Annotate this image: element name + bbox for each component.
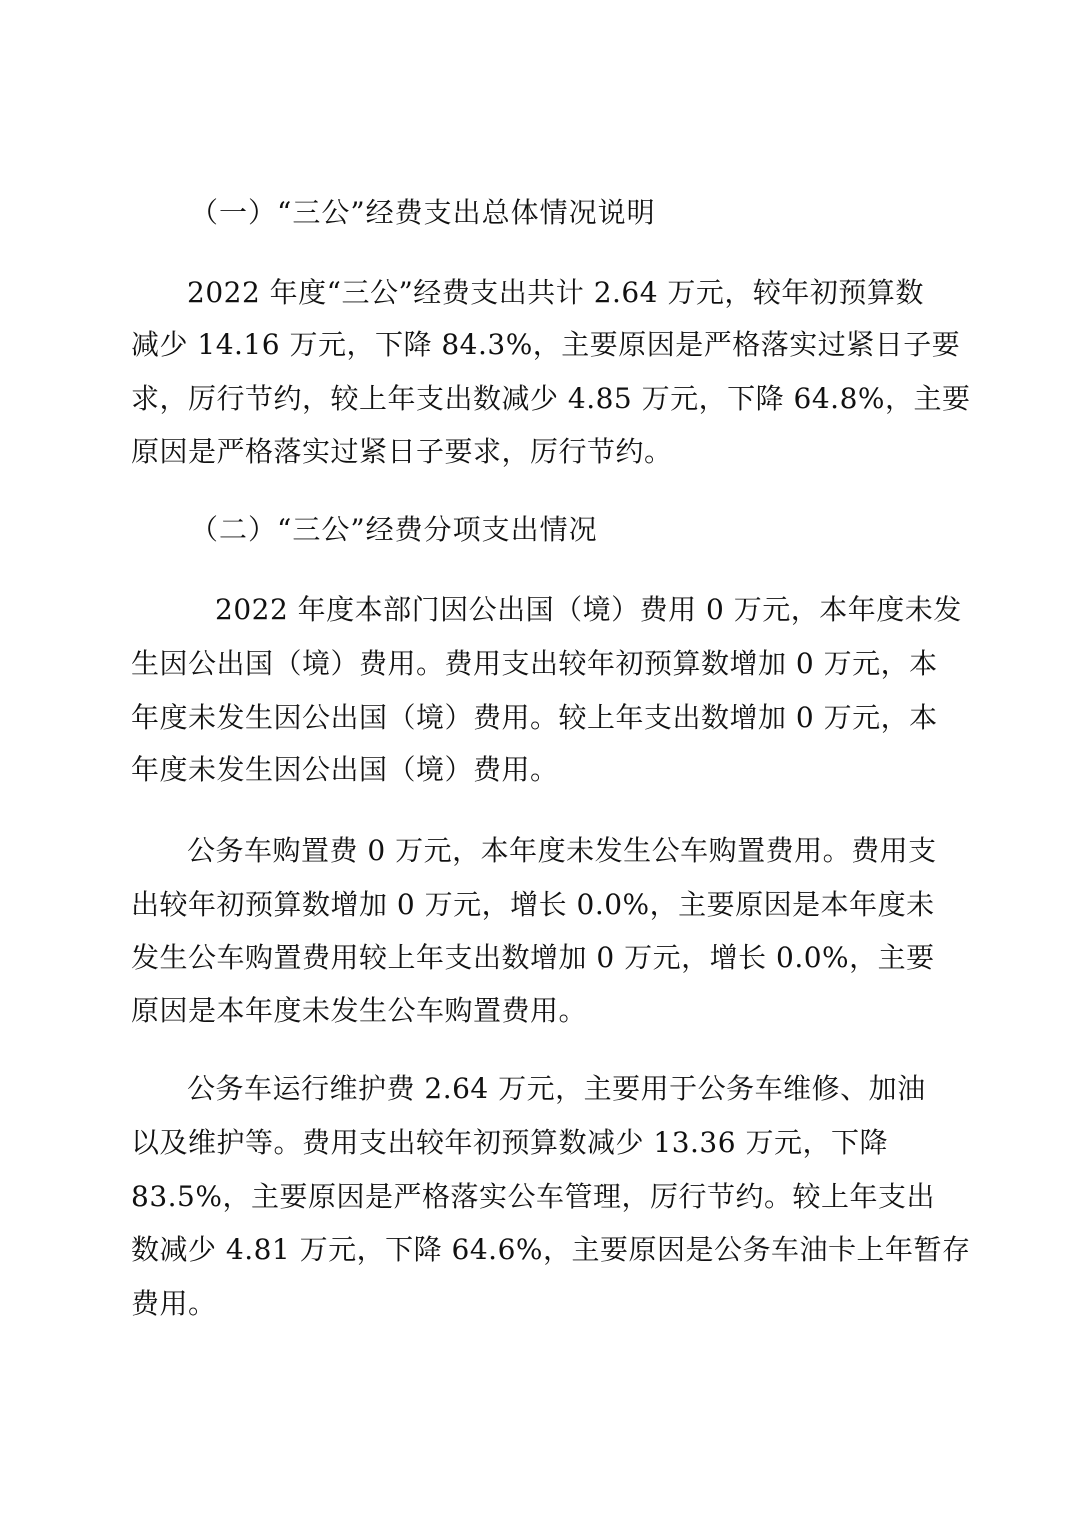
section-2-heading: （二）“三公”经费分项支出情况 <box>190 513 598 546</box>
para-travel-line-4: 年度未发生因公出国（境）费用。 <box>131 753 559 786</box>
para-vehicle-purchase-line-3: 发生公车购置费用较上年支出数增加 0 万元，增长 0.0%，主要 <box>131 941 935 974</box>
section-1-line-3: 求，厉行节约，较上年支出数减少 4.85 万元，下降 64.8%，主要 <box>131 382 971 415</box>
para-vehicle-maintenance-line-4: 数减少 4.81 万元，下降 64.6%，主要原因是公务车油卡上年暂存 <box>131 1233 971 1266</box>
section-1-heading: （一）“三公”经费支出总体情况说明 <box>190 196 656 229</box>
para-vehicle-maintenance-line-1: 公务车运行维护费 2.64 万元，主要用于公务车维修、加油 <box>187 1072 926 1105</box>
para-vehicle-purchase-line-4: 原因是本年度未发生公车购置费用。 <box>131 994 588 1027</box>
para-vehicle-maintenance-line-2: 以及维护等。费用支出较年初预算数减少 13.36 万元，下降 <box>131 1126 888 1159</box>
para-travel-line-1: 2022 年度本部门因公出国（境）费用 0 万元，本年度未发 <box>215 593 962 626</box>
para-vehicle-maintenance-line-3: 83.5%，主要原因是严格落实公车管理，厉行节约。较上年支出 <box>131 1180 935 1213</box>
para-vehicle-purchase-line-2: 出较年初预算数增加 0 万元，增长 0.0%，主要原因是本年度未 <box>131 888 935 921</box>
section-1-line-1: 2022 年度“三公”经费支出共计 2.64 万元，较年初预算数 <box>187 276 924 309</box>
para-vehicle-maintenance-line-5: 费用。 <box>131 1287 217 1320</box>
section-1-line-4: 原因是严格落实过紧日子要求，厉行节约。 <box>131 435 673 468</box>
section-1-line-2: 减少 14.16 万元，下降 84.3%，主要原因是严格落实过紧日子要 <box>131 328 961 361</box>
para-travel-line-2: 生因公出国（境）费用。费用支出较年初预算数增加 0 万元，本 <box>131 647 938 680</box>
para-vehicle-purchase-line-1: 公务车购置费 0 万元，本年度未发生公车购置费用。费用支 <box>187 834 937 867</box>
para-travel-line-3: 年度未发生因公出国（境）费用。较上年支出数增加 0 万元，本 <box>131 701 938 734</box>
